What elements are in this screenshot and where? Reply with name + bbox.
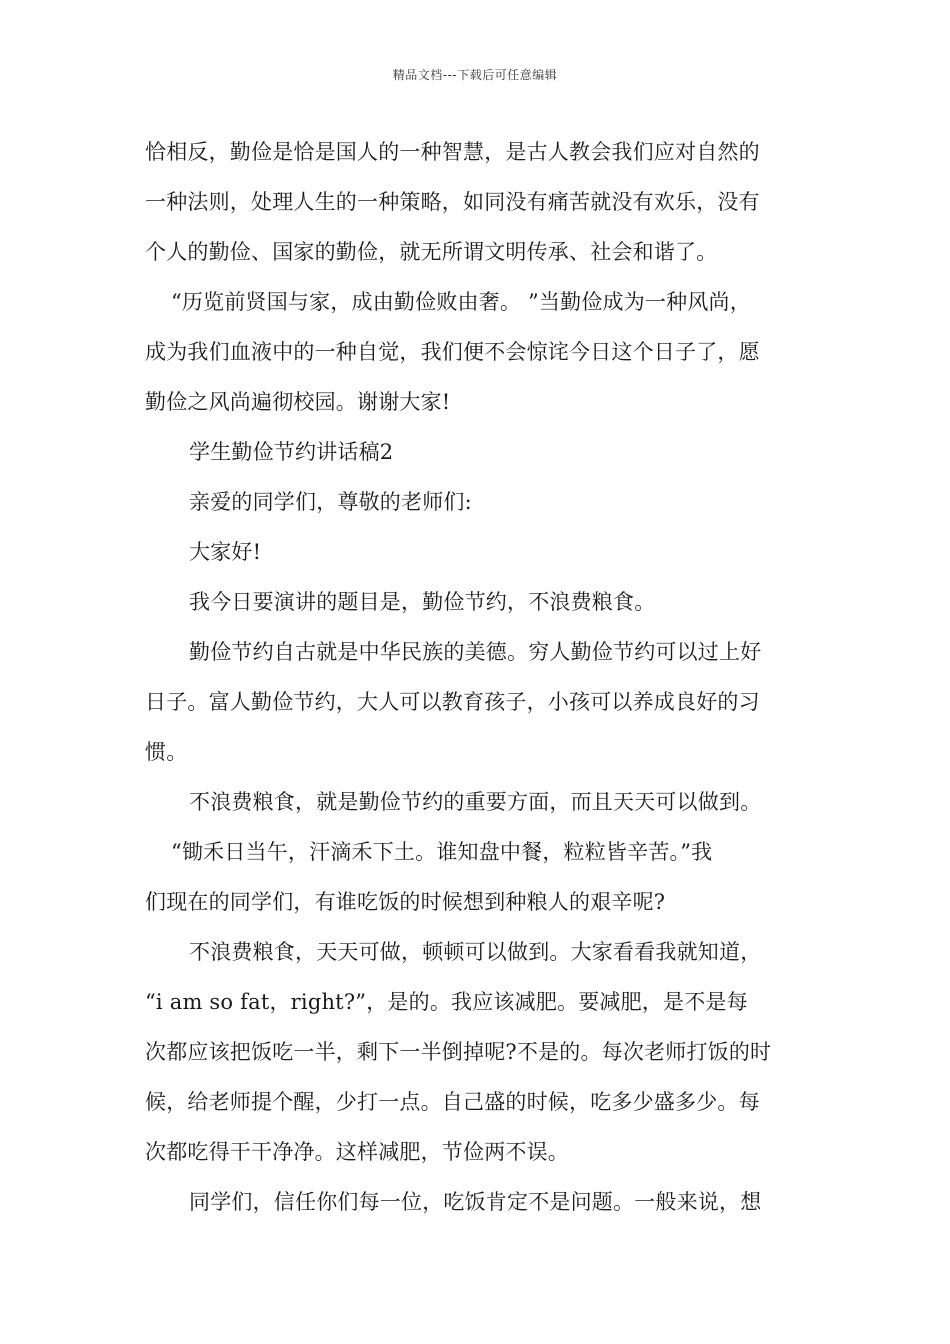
text-line: 次都应该把饭吃一半，剩下一半倒掉呢?不是的。每次老师打饭的时 <box>145 1040 772 1064</box>
salutation: 亲爱的同学们，尊敬的老师们: <box>189 490 472 514</box>
section-heading: 学生勤俭节约讲话稿2 <box>189 440 394 464</box>
text-line: 个人的勤俭、国家的勤俭，就无所谓文明传承、社会和谐了。 <box>145 240 718 264</box>
text-line: 勤俭之风尚遍彻校园。谢谢大家! <box>145 390 451 414</box>
text-line: 恰相反，勤俭是恰是国人的一种智慧，是古人教会我们应对自然的 <box>145 140 760 164</box>
text-line: 成为我们血液中的一种自觉，我们便不会惊诧今日这个日子了，愿 <box>145 340 760 364</box>
text-line: 不浪费粮食，天天可做，顿顿可以做到。大家看看我就知道， <box>189 940 762 964</box>
text-line: 们现在的同学们，有谁吃饭的时候想到种粮人的艰辛呢? <box>145 890 666 914</box>
document-body <box>145 127 820 1227</box>
text-line: 勤俭节约自古就是中华民族的美德。穷人勤俭节约可以过上好 <box>189 640 762 664</box>
text-line: “i am so fat，right?”，是的。我应该减肥。要减肥，是不是每 <box>145 990 748 1014</box>
text-line: 我今日要演讲的题目是，勤俭节约，不浪费粮食。 <box>189 590 656 614</box>
text-line: 同学们，信任你们每一位，吃饭肯定不是问题。一般来说，想 <box>189 1190 762 1214</box>
text-line: 候，给老师提个醒，少打一点。自己盛的时候，吃多少盛多少。每 <box>145 1090 760 1114</box>
text-line: 惯。 <box>145 740 188 764</box>
text-line: 一种法则，处理人生的一种策略，如同没有痛苦就没有欢乐，没有 <box>145 190 760 214</box>
text-line: “历览前贤国与家，成由勤俭败由奢。 ”当勤俭成为一种风尚， <box>171 290 751 314</box>
text-line: “锄禾日当午，汗滴禾下土。谁知盘中餐，粒粒皆辛苦。”我 <box>171 840 713 864</box>
greeting: 大家好! <box>189 540 262 564</box>
text-line: 不浪费粮食，就是勤俭节约的重要方面，而且天天可以做到。 <box>189 790 762 814</box>
text-line: 日子。富人勤俭节约，大人可以教育孩子，小孩可以养成良好的习 <box>145 690 760 714</box>
page-header: 精品文档---下载后可任意编辑 <box>392 68 558 82</box>
text-line: 次都吃得干干净净。这样减肥，节俭两不误。 <box>145 1140 569 1164</box>
